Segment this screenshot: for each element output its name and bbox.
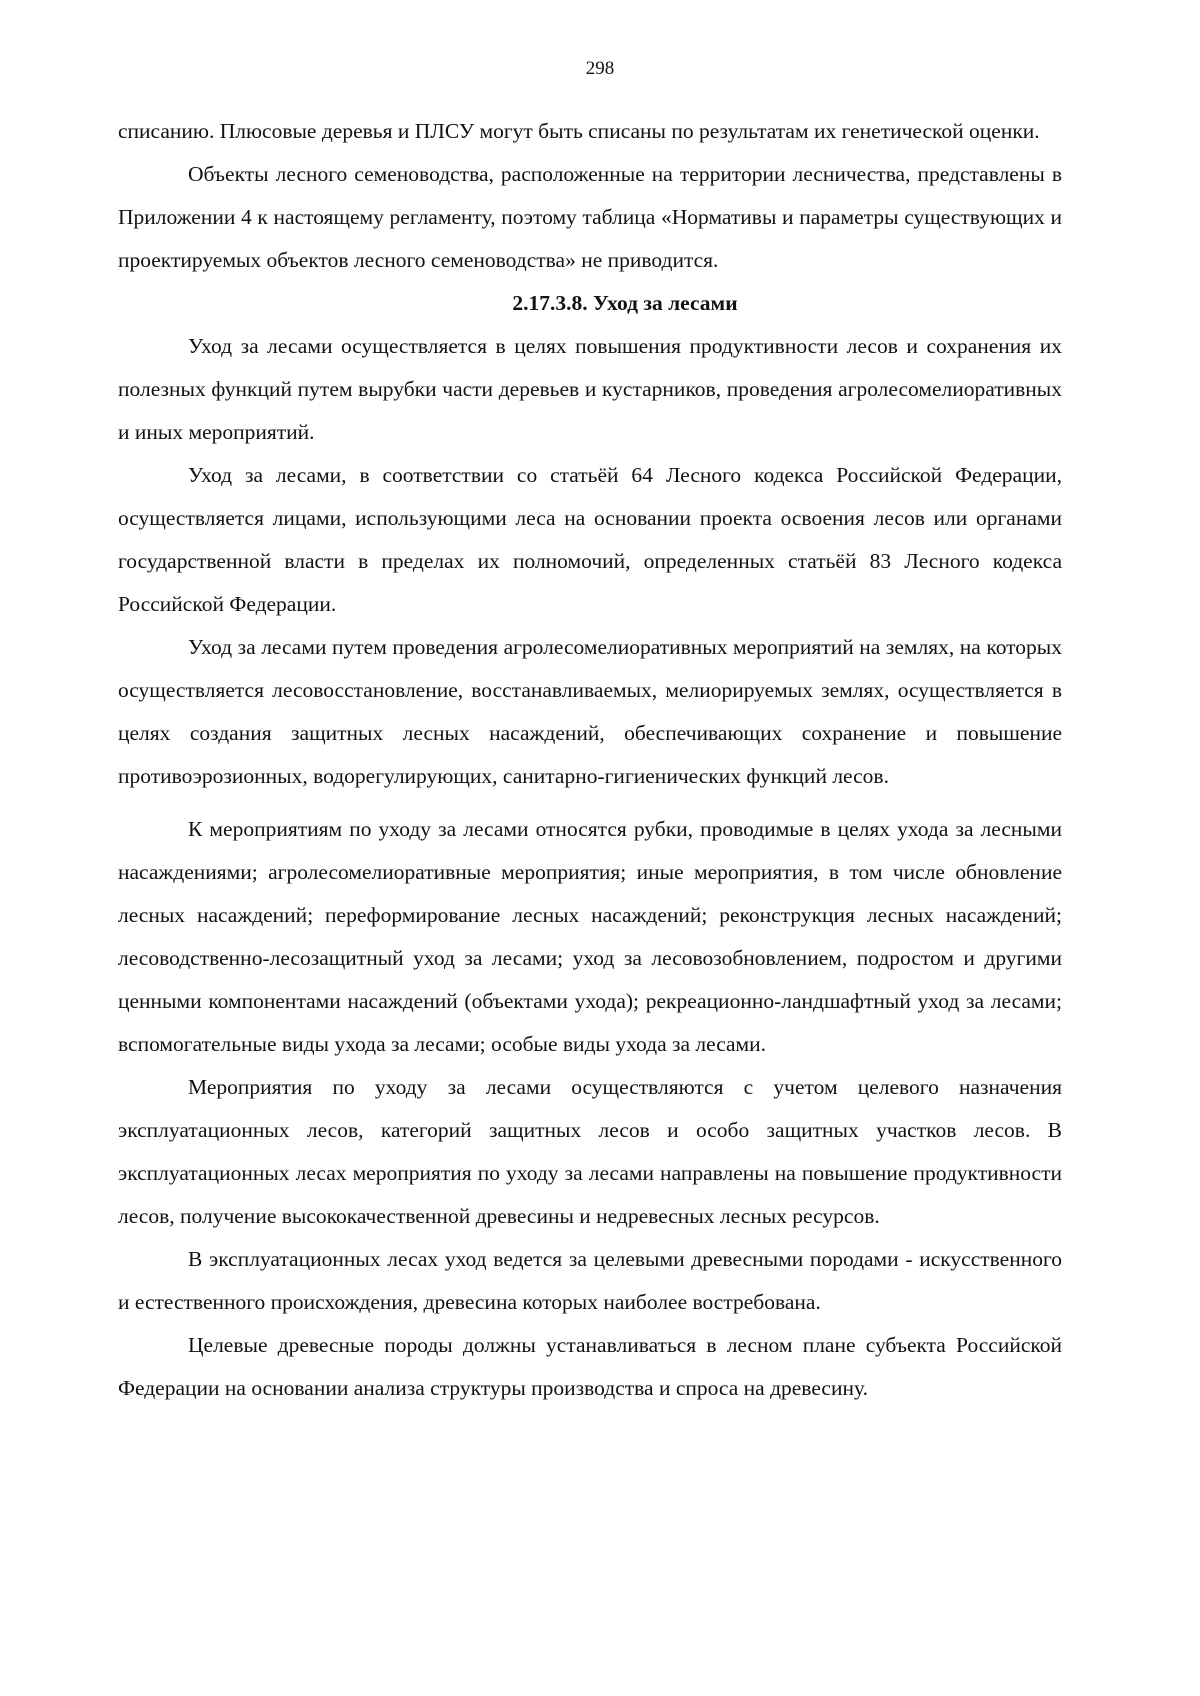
page-body [118,110,1062,1410]
paragraph: Объекты лесного семеноводства, расположенные на территории лесничества, представлены в Приложении 4 к настоящему регламенту, поэтому таблица «Нормативы и параметры существующих и проектируемых объектов лесного семеноводства» не приводится. [118,162,1062,272]
paragraph: Уход за лесами осуществляется в целях повышения продуктивности лесов и сохранения их полезных функций путем вырубки части деревьев и кустарников, проведения агролесомелиоративных и иных мероприятий. [118,334,1062,444]
section-heading: 2.17.3.8. Уход за лесами [512,291,738,315]
paragraph: Уход за лесами путем проведения агролесомелиоративных мероприятий на землях, на которых осуществляется лесовосстановление, восстанавливаемых, мелиорируемых землях, осуществляется в целях создания защитных лесных насаждений, обеспечивающих сохранение и повышение противоэрозионных, водорегулирующих, санитарно-гигиенических функций лесов. [118,635,1062,788]
paragraph: Мероприятия по уходу за лесами осуществляются с учетом целевого назначения эксплуатационных лесов, категорий защитных лесов и особо защитных участков лесов. В эксплуатационных лесах мероприятия по уходу за лесами направлены на повышение продуктивности лесов, получение высококачественной древесины и недревесных лесных ресурсов. [118,1075,1062,1228]
page-number: 298 [585,58,615,79]
paragraph: списанию. Плюсовые деревья и ПЛСУ могут быть списаны по результатам их генетической оценки. [118,119,1040,143]
paragraph: Уход за лесами, в соответствии со статьёй 64 Лесного кодекса Российской Федерации, осуществляется лицами, использующими леса на основании проекта освоения лесов или органами государственной власти в пределах их полномочий, определенных статьёй 83 Лесного кодекса Российской Федерации. [118,463,1062,616]
paragraph: Целевые древесные породы должны устанавливаться в лесном плане субъекта Российской Федерации на основании анализа структуры производства и спроса на древесину. [118,1333,1062,1400]
paragraph: К мероприятиям по уходу за лесами относятся рубки, проводимые в целях ухода за лесными насаждениями; агролесомелиоративные мероприятия; иные мероприятия, в том числе обновление лесных насаждений; переформирование лесных насаждений; реконструкция лесных насаждений; лесоводственно-лесозащитный уход за лесами; уход за лесовозобновлением, подростом и другими ценными компонентами насаждений (объектами ухода); рекреационно-ландшафтный уход за лесами; вспомогательные виды ухода за лесами; особые виды ухода за лесами. [118,817,1062,1056]
paragraph: В эксплуатационных лесах уход ведется за целевыми древесными породами - искусственного и естественного происхождения, древесина которых наиболее востребована. [118,1247,1062,1314]
